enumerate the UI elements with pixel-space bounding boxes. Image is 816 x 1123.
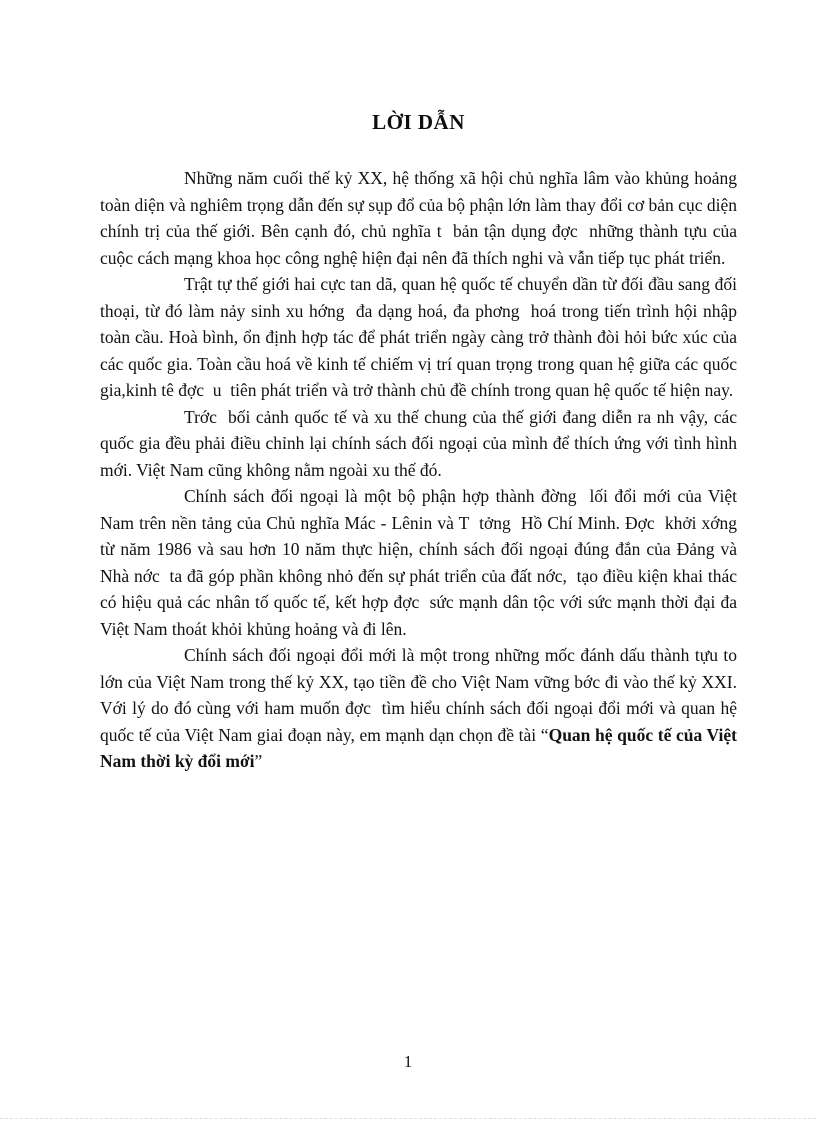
body-paragraph-3: Trớc bối cảnh quốc tế và xu thế chung của thế giới đang diễn ra nh vậy, các quốc gia đều phải điều chỉnh lại chính sách đối ngoại của mình để thích ứng với tình hình mới. Việt Nam cũng không nằm ngoài xu thế đó. [100, 406, 742, 480]
page-number: 1 [403, 1052, 413, 1071]
closing-quote: ” [254, 751, 263, 771]
body-paragraph-2: Trật tự thế giới hai cực tan dã, quan hệ quốc tế chuyển dần từ đối đầu sang đối thoại, từ đó làm nảy sinh xu hớng đa dạng hoá, đa phơng hoá trong tiến trình hội nhập toàn cầu. Hoà bình, ổn định hợp tác để phát triển ngày càng trở thành đòi hỏi bức xúc của các quốc gia. Toàn cầu hoá về kinh tế chiếm vị trí quan trọng trong quan hệ giữa các quốc gia,kinh tê đợc u tiên phát triển và trở thành chủ đề chính trong quan hệ quốc tế hiện nay. [100, 274, 742, 400]
body-paragraph-1: Những năm cuối thế kỷ XX, hệ thống xã hội chủ nghĩa lâm vào khủng hoảng toàn diện và nghiêm trọng dẫn đến sự sụp đổ của bộ phận lớn làm thay đổi cơ bản cục diện chính trị của thế giới. Bên cạnh đó, chủ nghĩa t bản tận dụng đợc những thành tựu của cuộc cách mạng khoa học công nghệ hiện đại nên đã thích nghi và vẫn tiếp tục phát triển. [100, 168, 742, 268]
page-boundary-dashed-line [0, 1118, 816, 1119]
body-paragraph-4: Chính sách đối ngoại là một bộ phận hợp thành đờng lối đổi mới của Việt Nam trên nền tảng của Chủ nghĩa Mác - Lênin và T tởng Hồ Chí Minh. Đợc khởi xớng từ năm 1986 và sau hơn 10 năm thực hiện, chính sách đối ngoại đúng đắn của Đảng và Nhà nớc ta đã góp phần không nhỏ đến sự phát triển của đất nớc, tạo điều kiện khai thác có hiệu quả các nhân tố quốc tế, kết hợp đợc sức mạnh dân tộc với sức mạnh thời đại đa Việt Nam thoát khỏi khủng hoảng và đi lên. [100, 486, 746, 639]
page-title: LỜI DẪN [372, 110, 465, 134]
thesis-title-bold: Quan hệ quốc tế của Việt Nam thời kỳ đổi mới [100, 724, 742, 771]
body-paragraph-5 [100, 642, 742, 775]
paragraph-text: Chính sách đối ngoại đổi mới là một trong những mốc đánh dấu thành tựu to lớn của Việt Nam trong thế kỷ XX, tạo tiền đề cho Việt Nam vững bớc đi vào thế kỷ XXI. Với lý do đó cùng với ham muốn đợc tìm hiểu chính sách đối ngoại đổi mới và quan hệ quốc tế của Việt Nam giai đoạn này, em mạnh dạn chọn đề tài “ [100, 645, 742, 745]
page-content [100, 110, 746, 775]
